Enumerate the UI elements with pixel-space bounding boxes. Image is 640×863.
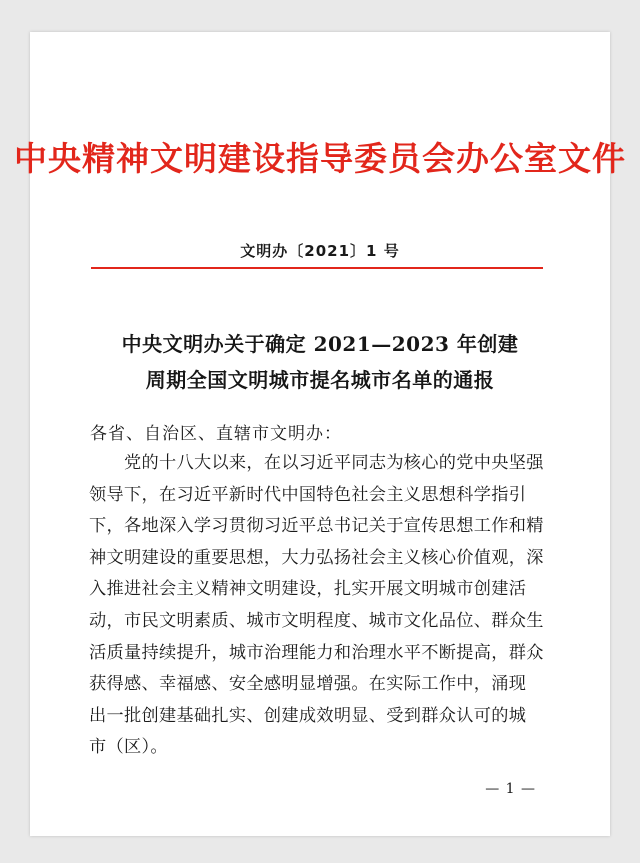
- body-line: 神文明建设的重要思想，大力弘扬社会主义核心价值观，深: [89, 547, 544, 568]
- body-line: 活质量持续提升，城市治理能力和治理水平不断提高，群众: [89, 642, 544, 663]
- notice-title: [0, 326, 640, 398]
- body-line: 入推进社会主义精神文明建设，扎实开展文明城市创建活: [89, 579, 527, 600]
- red-divider-line: [91, 267, 543, 269]
- body-line: 出一批创建基础扎实、创建成效明显、受到群众认可的城: [89, 705, 527, 726]
- document-number: 文明办〔2021〕1 号: [240, 242, 400, 260]
- issuing-office-title: 中央精神文明建设指导委员会办公室文件: [14, 139, 626, 178]
- body-line: 获得感、幸福感、安全感明显增强。在实际工作中，涌现: [89, 674, 527, 695]
- salutation: 各省、自治区、直辖市文明办：: [90, 424, 342, 444]
- body-line: 党的十八大以来，在以习近平同志为核心的党中央坚强: [124, 453, 544, 473]
- body-line: 市（区）。: [89, 737, 168, 758]
- body-line: 领导下，在习近平新时代中国特色社会主义思想科学指引: [89, 484, 527, 505]
- notice-title-line-2: 周期全国文明城市提名城市名单的通报: [145, 368, 495, 392]
- body-line: 下，各地深入学习贯彻习近平总书记关于宣传思想工作和精: [89, 516, 544, 537]
- page-number: — 1 —: [485, 781, 536, 797]
- body-paragraph: [89, 448, 551, 764]
- body-line: 动，市民文明素质、城市文明程度、城市文化品位、群众生: [89, 610, 544, 631]
- notice-title-line-1: 中央文明办关于确定 2021—2023 年创建: [121, 332, 519, 356]
